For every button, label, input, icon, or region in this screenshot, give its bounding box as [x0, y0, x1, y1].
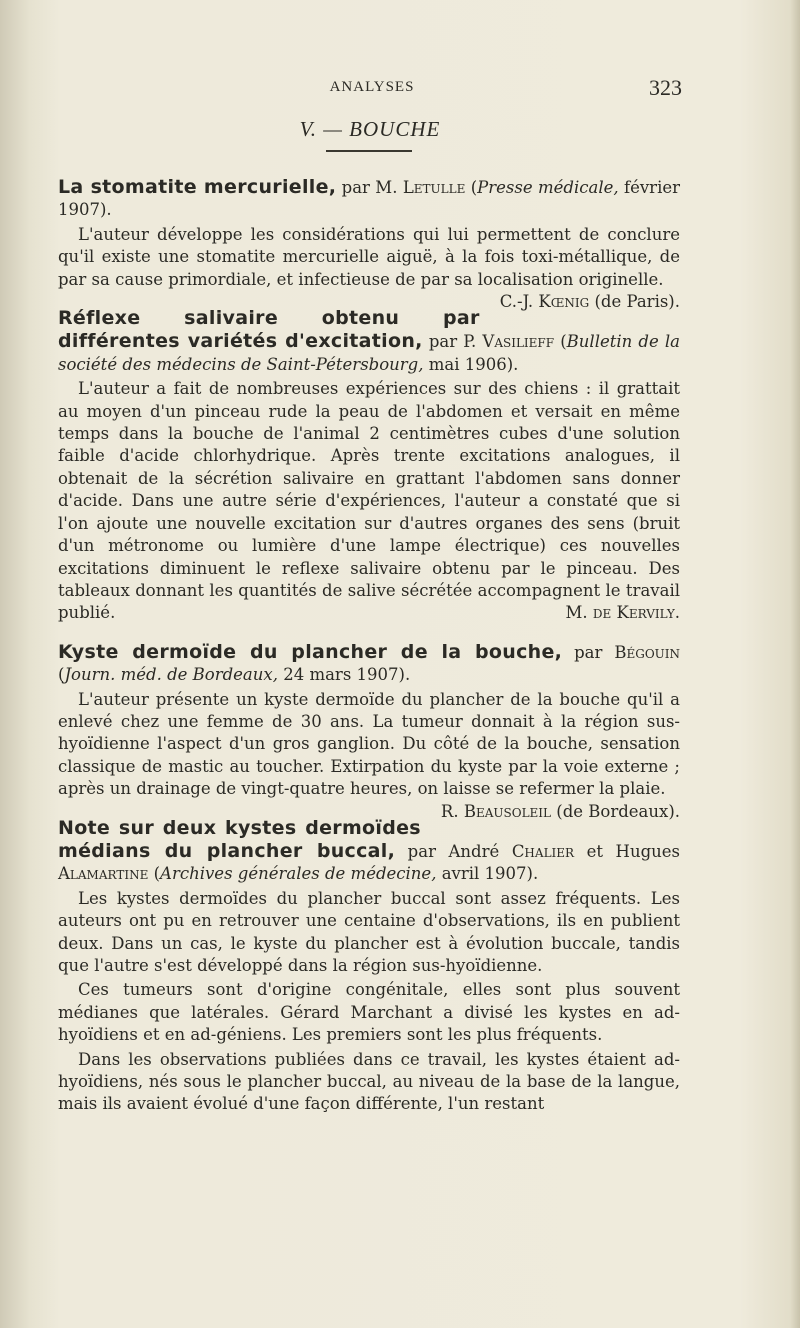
article-reflexe-salivaire — [58, 307, 680, 625]
reviewer-name: Kœnig — [538, 292, 590, 312]
article-source: Presse médicale, — [477, 178, 619, 197]
article-paragraph: Dans les observations publiées dans ce travail, les kystes étaient ad-hyoïdiens, nés sous le plancher buccal, au niveau de la base de la langue, mais ils avaient évolué d'une façon différente, l'un restant — [58, 1049, 680, 1114]
source-open: ( — [470, 178, 478, 197]
article-heading — [58, 176, 680, 222]
article-heading — [58, 307, 680, 376]
article-date: février 1907). — [58, 178, 680, 220]
article-heading — [58, 817, 680, 886]
reviewer-signature — [480, 291, 680, 313]
reviewer-name: Kervily. — [616, 603, 680, 623]
article-author-2: Alamartine — [58, 864, 149, 884]
article-by: par André — [407, 841, 500, 861]
source-open: ( — [58, 665, 65, 685]
reviewer-place: (de Bordeaux). — [556, 801, 680, 821]
article-kyste-dermoide — [58, 640, 681, 821]
paragraph-text: L'auteur développe les considérations qui lui permettent de conclure qu'il existe une stomatite mercurielle aiguë, à la fois toxi-métallique, de par sa cause primordiale, et infectieuse de par sa localisation originelle. — [58, 224, 680, 289]
paragraph-text: L'auteur a fait de nombreuses expériences sur des chiens : il grattait au moyen d'un pinceau rude la peau de l'abdomen et versait en même temps dans la bouche de l'animal 2 centimètres cubes d'une solution faible d'acide chlorhydrique. Après trente excitations analogues, il obtenait de la sécrétion salivaire en grattant l'abdomen sans donner d'acide. Dans une autre série d'expériences, l'auteur a constaté que si l'on ajoute une nouvelle excitation sur d'autres organes des sens (bruit d'un métronome ou lumière d'une lampe électrique) ces nouvelles excitations diminuent le reflexe salivaire obtenu par le pinceau. Des tableaux donnant les quantités de salive sécrétée accompagnent le travail publié. — [58, 379, 680, 623]
article-title: Note sur deux kystes dermoïdes médians du plancher buccal, — [58, 816, 421, 862]
article-heading — [58, 641, 680, 687]
running-title: ANALYSES — [329, 79, 415, 95]
reviewer-initials: M. — [565, 603, 588, 623]
article-date: avril 1907). — [441, 864, 539, 884]
article-stomatite — [58, 176, 680, 312]
article-deux-kystes — [58, 817, 680, 1116]
source-open: ( — [560, 332, 567, 352]
reviewer-initials: R. — [440, 801, 459, 821]
page-content — [58, 176, 680, 1132]
reviewer-signature — [546, 602, 681, 624]
article-and: et Hugues — [586, 841, 680, 861]
article-by: par P. — [428, 332, 477, 352]
article-paragraph: Les kystes dermoïdes du plancher buccal sont assez fréquents. Les auteurs ont pu en retrouver une centaine d'observations, ils en publient deux. Dans un cas, le kyste du plancher est à évolution buccale, tandis que l'autre s'est développé dans la région sus-hyoïdienne. — [58, 888, 680, 975]
article-by: par — [574, 642, 603, 662]
page-number: 323 — [649, 75, 682, 100]
article-date: mai 1906). — [428, 354, 519, 374]
reviewer-name: Beausoleil — [463, 801, 552, 821]
article-title: Kyste dermoïde du plancher de la bouche, — [58, 640, 563, 663]
article-title: La stomatite mercurielle, — [58, 176, 337, 198]
article-paragraph — [58, 689, 680, 821]
article-source: Bulletin de la société des médecins de Saint-Pétersbourg, — [58, 332, 680, 374]
article-source: Journ. méd. de Bordeaux, — [64, 665, 278, 685]
page-header — [62, 75, 682, 99]
paragraph-text: L'auteur présente un kyste dermoïde du plancher de la bouche qu'il a enlevé chez une femme de 30 ans. La tumeur donnait à la région sus-hyoïdienne l'aspect d'un gros ganglion. Du côté de la bouche, sensation classique de mastic au toucher. Extirpation du kyste par la voie externe ; après un drainage de vingt-quatre heures, on laisse se refermer la plaie. — [58, 689, 680, 799]
article-paragraph — [58, 224, 680, 312]
article-paragraph — [58, 378, 680, 624]
source-open: ( — [153, 864, 161, 884]
article-author: Bégouin — [614, 642, 681, 662]
article-paragraph: Ces tumeurs sont d'origine congénitale, elles sont plus souvent médianes que latérales. Gérard Marchant a divisé les kystes en ad-hyoïdiens et en ad-géniens. Les premiers sont les plus fréquents. — [58, 980, 680, 1045]
article-source: Archives générales de médecine, — [160, 864, 437, 884]
section-heading: V. — BOUCHE — [299, 117, 441, 141]
reviewer-initials: C.-J. — [499, 292, 534, 312]
article-author: Letulle — [402, 178, 466, 197]
article-author: Vasilieff — [482, 332, 555, 352]
section-rule — [326, 150, 412, 152]
reviewer-signature — [421, 801, 680, 823]
article-date: 24 mars 1907). — [283, 665, 411, 685]
article-title: Réflexe salivaire obtenu par différentes variétés d'excitation, — [58, 307, 480, 353]
article-author: Chalier — [511, 841, 575, 861]
article-by: par M. — [341, 178, 398, 197]
reviewer-particle: de — [592, 603, 612, 623]
reviewer-place: (de Paris). — [594, 292, 680, 312]
